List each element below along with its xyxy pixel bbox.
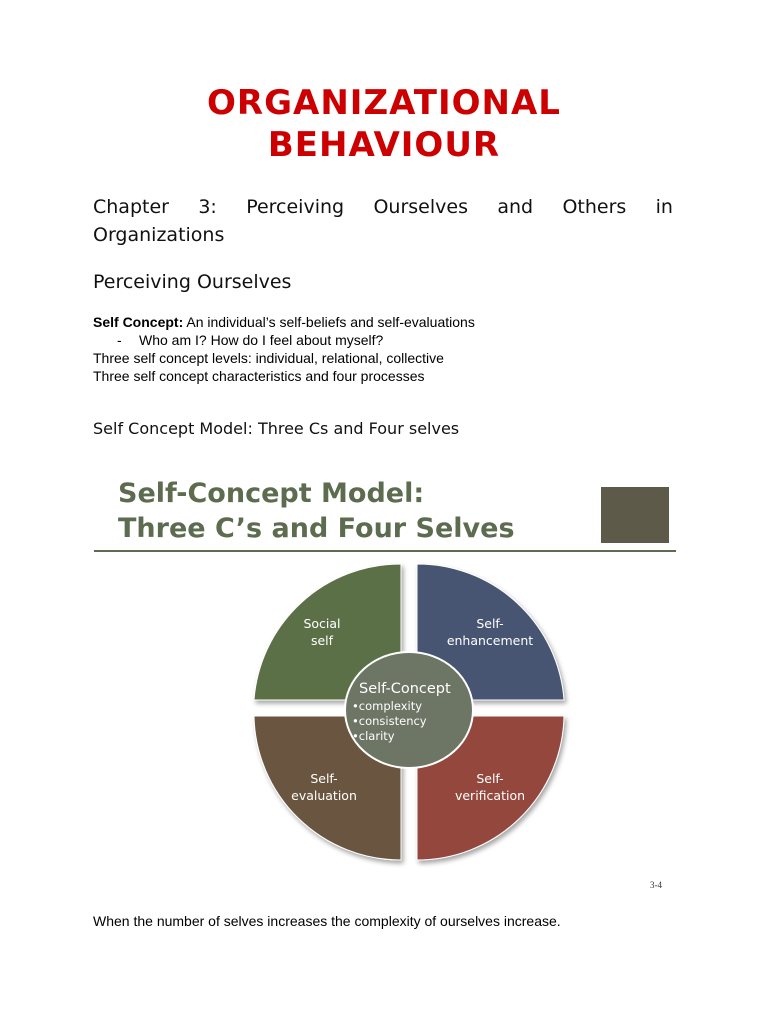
slide-number: 3-4 (650, 880, 662, 890)
section-heading: Perceiving Ourselves (93, 271, 292, 293)
slide-title (118, 476, 515, 546)
characteristics-text: Three self concept characteristics and four processes (93, 368, 425, 384)
levels-text: Three self concept levels: individual, relational, collective (93, 350, 444, 366)
chapter-word: and (497, 196, 534, 218)
slide-decor-box (601, 487, 669, 543)
bullet-item (93, 331, 693, 349)
center-title: Self-Concept (359, 681, 451, 697)
self-evaluation-label-2: evaluation (291, 788, 357, 803)
self-enhancement-label-2: enhancement (446, 633, 534, 648)
chapter-heading (93, 193, 673, 249)
footer-text: When the number of selves increases the complexity of ourselves increase. (93, 913, 561, 929)
bullet-dash: - (117, 332, 122, 348)
self-concept-def: An individual’s self-beliefs and self-evaluations (183, 314, 475, 330)
center-item-complexity: •complexity (352, 699, 423, 713)
document-title-line2: BEHAVIOUR (267, 125, 501, 165)
body-text (93, 313, 693, 385)
bullet-text: Who am I? How do I feel about myself? (139, 332, 384, 348)
chapter-word: 3: (198, 196, 217, 218)
chapter-heading-line2: Organizations (93, 224, 225, 246)
document-title (0, 82, 768, 166)
document-title-line1: ORGANIZATIONAL (207, 83, 561, 123)
social-self-label-2: self (310, 633, 334, 648)
chapter-word: in (655, 196, 673, 218)
chapter-heading-line1 (93, 193, 673, 221)
self-concept-definition (93, 313, 693, 331)
center-item-clarity: •clarity (352, 729, 395, 743)
model-heading: Self Concept Model: Three Cs and Four selves (93, 419, 460, 438)
slide-title-line2: Three C’s and Four Selves (118, 513, 515, 544)
chapter-word: Others (562, 196, 627, 218)
chapter-word: Chapter (93, 196, 169, 218)
social-self-label-1: Social (303, 616, 341, 631)
self-verification-label-2: verification (454, 788, 526, 803)
self-evaluation-label-1: Self- (310, 771, 338, 786)
self-enhancement-label-1: Self- (476, 616, 504, 631)
chapter-word: Ourselves (373, 196, 468, 218)
slide-title-line1: Self-Concept Model: (118, 478, 425, 509)
self-concept-label: Self Concept: (93, 314, 184, 330)
slide-divider (94, 550, 676, 552)
center-item-consistency: •consistency (352, 714, 427, 728)
self-concept-diagram (244, 558, 574, 868)
self-verification-label-1: Self- (476, 771, 504, 786)
self-concept-slide (94, 468, 676, 888)
chapter-word: Perceiving (246, 196, 345, 218)
